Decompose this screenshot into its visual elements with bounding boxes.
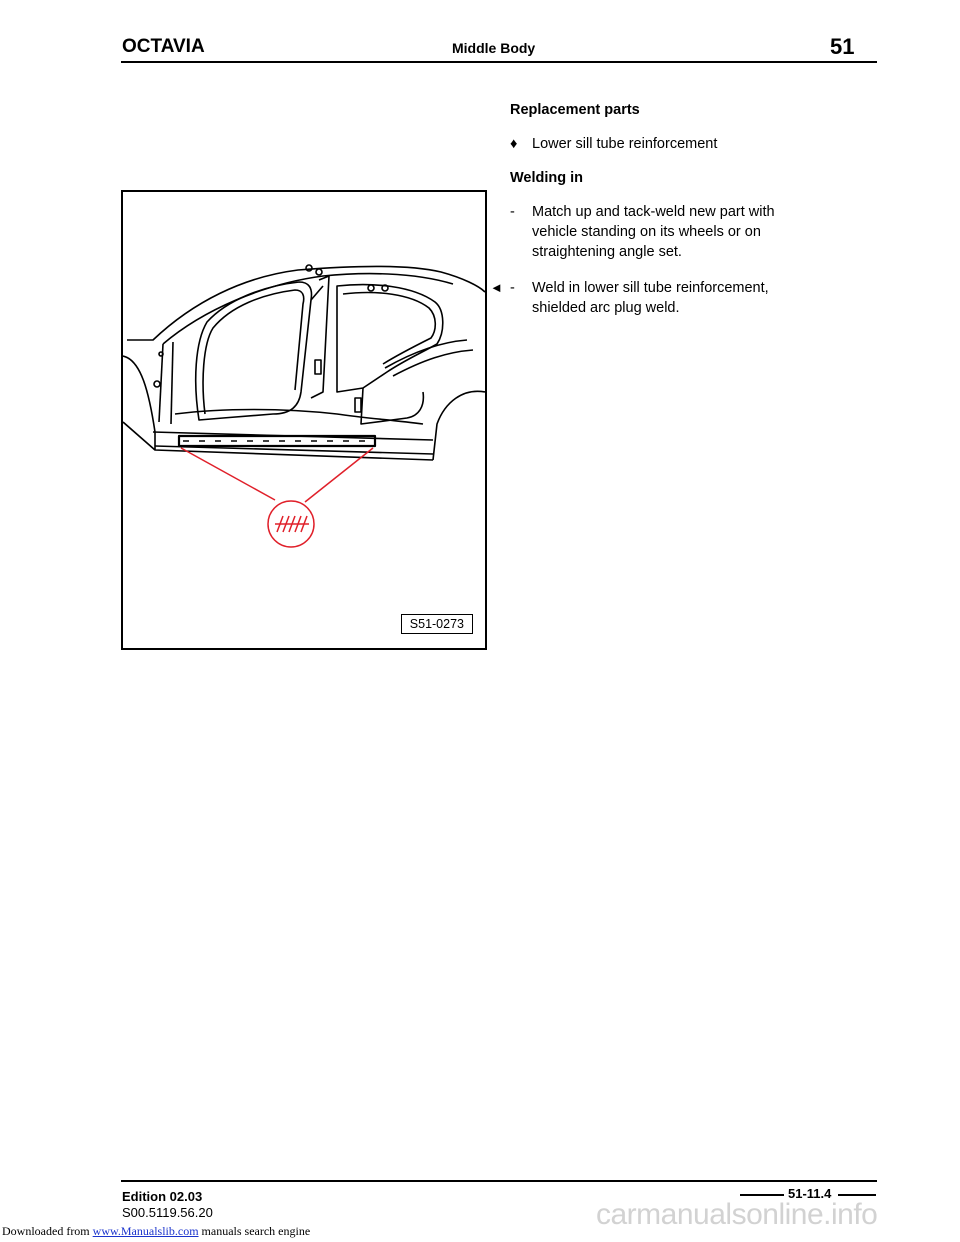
- tagline-text: manuals search engine: [201, 1224, 311, 1238]
- car-body-figure: [121, 190, 487, 650]
- replacement-item: [510, 134, 815, 154]
- step-dash: -: [510, 204, 515, 220]
- step-dash: -: [510, 280, 515, 296]
- instruction-text: [490, 100, 815, 318]
- footer-page: 51-11.4: [788, 1186, 832, 1201]
- download-watermark: [2, 1224, 310, 1239]
- replacement-heading: Replacement parts: [510, 102, 640, 118]
- step-2: [490, 278, 815, 318]
- footer-code: S00.5119.56.20: [122, 1205, 213, 1220]
- step-1-text: Match up and tack-weld new part with vehicle standing on its wheels or on straightening angle set.: [532, 204, 775, 260]
- header-model: OCTAVIA: [122, 36, 205, 57]
- footer-page-rule-right: [838, 1194, 876, 1196]
- weld-callout: [181, 448, 373, 547]
- replacement-item-text: Lower sill tube reinforcement: [532, 136, 718, 152]
- pointer-arrow-icon: ◄: [490, 280, 503, 295]
- site-watermark: carmanualsonline.info: [596, 1198, 878, 1231]
- manualslib-link[interactable]: www.Manualslib.com: [92, 1224, 199, 1238]
- header-rule: [121, 61, 877, 63]
- downloaded-from-text: Downloaded from: [2, 1224, 90, 1238]
- footer-page-rule-left: [740, 1194, 784, 1196]
- figure-label: S51-0273: [401, 614, 473, 634]
- header-section: Middle Body: [452, 40, 536, 56]
- bullet-diamond-icon: ♦: [510, 136, 518, 152]
- footer-rule: [121, 1180, 877, 1182]
- step-2-text: Weld in lower sill tube reinforcement, shielded arc plug weld.: [532, 280, 769, 316]
- header-group: 51: [830, 34, 855, 59]
- step-1: [510, 202, 815, 262]
- footer-edition: Edition 02.03: [122, 1189, 203, 1204]
- side-panel-drawing: [123, 192, 485, 648]
- welding-heading: Welding in: [510, 170, 584, 186]
